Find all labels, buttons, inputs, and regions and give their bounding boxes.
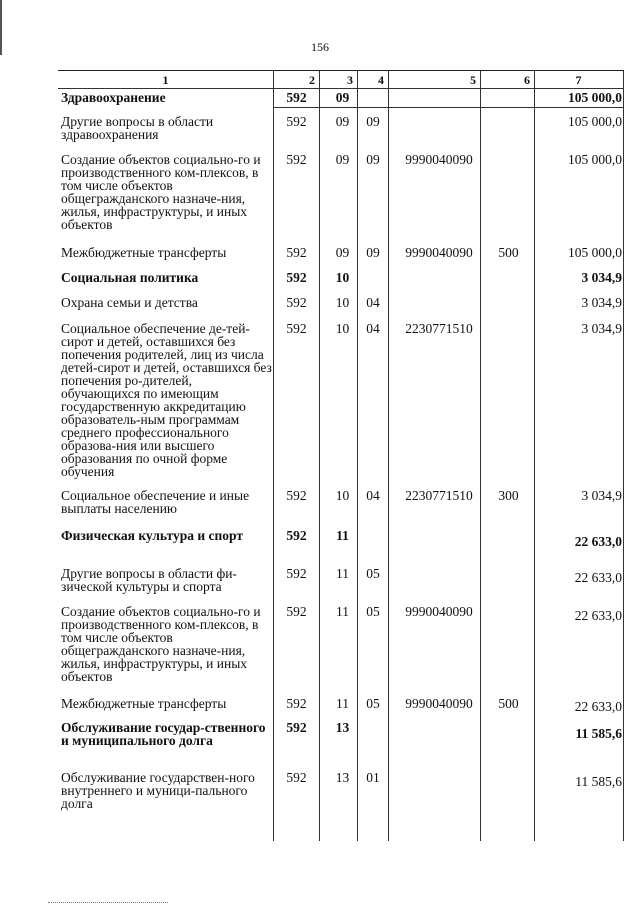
row-code: 592 bbox=[286, 152, 307, 167]
row-code: 592 bbox=[286, 566, 307, 581]
column-divider bbox=[623, 71, 624, 841]
row-code: 592 bbox=[286, 295, 307, 310]
row-subsection: 09 bbox=[366, 245, 380, 260]
header-col-1: 1 bbox=[162, 73, 169, 87]
row-section: 10 bbox=[335, 295, 350, 310]
row-subsection: 05 bbox=[366, 604, 380, 619]
row-name: Межбюджетные трансферты bbox=[61, 245, 227, 260]
row-name: Социальное обеспечение и иные выплаты населению bbox=[61, 488, 250, 516]
row-name: Охрана семьи и детства bbox=[61, 295, 198, 310]
header-col-2: 2 bbox=[309, 73, 315, 87]
row-code: 592 bbox=[286, 321, 307, 336]
row-name: Создание объектов социально-го и производственного ком-плексов, в том числе объектов общегражданского назначе-ния, жилья, инфраструктуры, и иных объектов bbox=[61, 152, 261, 232]
row-section: 09 bbox=[335, 114, 350, 129]
row-section: 09 bbox=[335, 245, 350, 260]
row-section: 09 bbox=[335, 152, 350, 167]
row-code: 592 bbox=[286, 528, 307, 543]
row-section: 10 bbox=[335, 321, 350, 336]
row-section: 10 bbox=[335, 488, 350, 503]
row-section: 11 bbox=[336, 566, 349, 581]
row-amount: 105 000,0 bbox=[568, 152, 622, 167]
row-name: Обслуживание государ-ственного и муниципального долга bbox=[61, 720, 266, 748]
row-amount: 105 000,0 bbox=[568, 245, 622, 260]
row-amount: 3 034,9 bbox=[581, 295, 622, 310]
row-subsection: 04 bbox=[366, 488, 380, 503]
row-code: 592 bbox=[286, 90, 307, 105]
budget-table bbox=[58, 70, 624, 841]
row-section: 09 bbox=[335, 90, 350, 105]
row-type: 300 bbox=[498, 488, 519, 503]
row-section: 10 bbox=[335, 270, 350, 285]
row-amount: 22 633,0 bbox=[574, 699, 622, 714]
header-col-3: 3 bbox=[347, 73, 353, 87]
row-amount: 22 633,0 bbox=[574, 570, 622, 585]
row-code: 592 bbox=[286, 604, 307, 619]
row-code: 592 bbox=[286, 245, 307, 260]
row-target: 9990040090 bbox=[405, 152, 473, 167]
row-name: Обслуживание государствен-ного внутреннего и муници-пального долга bbox=[61, 770, 255, 811]
row-section: 13 bbox=[335, 720, 350, 735]
row-code: 592 bbox=[286, 720, 307, 735]
row-target: 2230771510 bbox=[405, 488, 473, 503]
header-col-4: 4 bbox=[378, 73, 384, 87]
row-target: 2230771510 bbox=[405, 321, 473, 336]
row-section: 11 bbox=[336, 528, 349, 543]
column-divider bbox=[480, 71, 481, 841]
row-subsection: 04 bbox=[366, 321, 380, 336]
row-type: 500 bbox=[498, 696, 519, 711]
row-name: Социальное обеспечение де-тей-сирот и детей, оставшихся без попечения родителей, лиц из числа детей-сирот и детей, оставшихся без попечения ро-дителей, обучающихся по имеющим государственную аккредитацию образователь-ным программам среднего профессионального образова-ния или высшего образования по очной форме обучения bbox=[61, 321, 272, 479]
row-section: 11 bbox=[336, 696, 349, 711]
header-col-5: 5 bbox=[470, 73, 476, 87]
row-subsection: 01 bbox=[366, 770, 380, 785]
row-code: 592 bbox=[286, 770, 307, 785]
row-amount: 11 585,6 bbox=[575, 774, 622, 789]
row-divider bbox=[273, 107, 624, 108]
row-amount: 3 034,9 bbox=[581, 488, 622, 503]
row-target: 9990040090 bbox=[405, 604, 473, 619]
scan-footer-mark bbox=[48, 902, 168, 904]
page-number: 156 bbox=[311, 40, 329, 54]
row-name: Другие вопросы в области здравоохранения bbox=[61, 114, 214, 142]
row-amount: 3 034,9 bbox=[581, 321, 622, 336]
row-subsection: 04 bbox=[366, 295, 380, 310]
row-name: Здравоохранение bbox=[61, 90, 166, 105]
row-amount: 22 633,0 bbox=[574, 608, 622, 623]
row-code: 592 bbox=[286, 270, 307, 285]
row-target: 9990040090 bbox=[405, 245, 473, 260]
row-subsection: 05 bbox=[366, 696, 380, 711]
row-name: Физическая культура и спорт bbox=[61, 528, 244, 543]
row-subsection: 09 bbox=[366, 114, 380, 129]
row-subsection: 05 bbox=[366, 566, 380, 581]
header-divider bbox=[58, 88, 624, 89]
row-name: Социальная политика bbox=[61, 270, 199, 285]
row-name: Другие вопросы в области фи-зической культуры и спорта bbox=[61, 566, 237, 594]
row-target: 9990040090 bbox=[405, 696, 473, 711]
row-name: Межбюджетные трансферты bbox=[61, 696, 227, 711]
row-amount: 105 000,0 bbox=[568, 90, 622, 105]
row-code: 592 bbox=[286, 488, 307, 503]
header-col-6: 6 bbox=[524, 73, 530, 87]
column-divider bbox=[534, 71, 535, 841]
row-code: 592 bbox=[286, 696, 307, 711]
row-type: 500 bbox=[498, 245, 519, 260]
row-section: 13 bbox=[335, 770, 350, 785]
row-section: 11 bbox=[336, 604, 349, 619]
column-divider bbox=[388, 71, 389, 841]
row-amount: 105 000,0 bbox=[568, 114, 622, 129]
row-amount: 22 633,0 bbox=[574, 534, 622, 549]
row-subsection: 09 bbox=[366, 152, 380, 167]
row-code: 592 bbox=[286, 114, 307, 129]
row-amount: 11 585,6 bbox=[575, 726, 622, 741]
row-amount: 3 034,9 bbox=[581, 270, 622, 285]
header-col-7: 7 bbox=[575, 73, 582, 87]
row-name: Создание объектов социально-го и производственного ком-плексов, в том числе объектов общегражданского назначе-ния, жилья, инфраструктуры, и иных объектов bbox=[61, 604, 261, 684]
